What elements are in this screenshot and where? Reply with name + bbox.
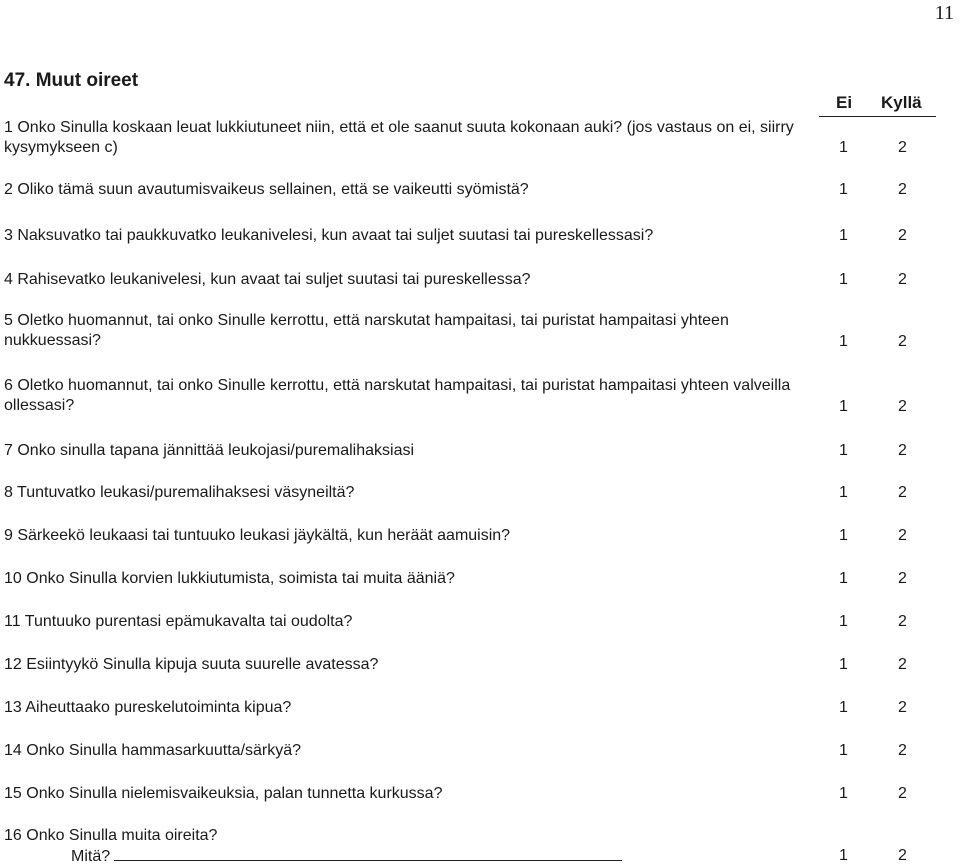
question-2: 2 Oliko tämä suun avautumisvaikeus sellainen, että se vaikeutti syömistä? xyxy=(4,181,529,198)
answer-4-ei[interactable]: 1 xyxy=(839,271,848,288)
answer-16-ei[interactable]: 1 xyxy=(839,847,848,864)
answer-10-kylla[interactable]: 2 xyxy=(898,570,907,587)
answer-11-ei[interactable]: 1 xyxy=(839,613,848,630)
question-14: 14 Onko Sinulla hammasarkuutta/särkyä? xyxy=(4,742,302,759)
question-4: 4 Rahisevatko leukanivelesi, kun avaat tai suljet suutasi tai pureskellessa? xyxy=(4,271,531,288)
answer-11-kylla[interactable]: 2 xyxy=(898,613,907,630)
answer-6-ei[interactable]: 1 xyxy=(839,398,848,415)
answer-12-kylla[interactable]: 2 xyxy=(898,656,907,673)
question-16-follow-up xyxy=(71,846,622,867)
answer-2-kylla[interactable]: 2 xyxy=(898,181,907,198)
answer-8-kylla[interactable]: 2 xyxy=(898,484,907,501)
answer-12-ei[interactable]: 1 xyxy=(839,656,848,673)
answer-7-kylla[interactable]: 2 xyxy=(898,442,907,459)
answer-1-kylla[interactable]: 2 xyxy=(898,139,907,156)
section-title: 47. Muut oireet xyxy=(4,70,139,91)
answer-9-kylla[interactable]: 2 xyxy=(898,527,907,544)
answer-3-ei[interactable]: 1 xyxy=(839,227,848,244)
answer-10-ei[interactable]: 1 xyxy=(839,570,848,587)
column-header-rule xyxy=(819,116,936,117)
answer-14-ei[interactable]: 1 xyxy=(839,742,848,759)
answer-6-kylla[interactable]: 2 xyxy=(898,398,907,415)
follow-up-label: Mitä? xyxy=(71,848,111,865)
question-9: 9 Särkeekö leukaasi tai tuntuuko leukasi jäykältä, kun heräät aamuisin? xyxy=(4,527,511,544)
question-11: 11 Tuntuuko purentasi epämukavalta tai oudolta? xyxy=(4,613,353,630)
question-5: 5 Oletko huomannut, tai onko Sinulle kerrottu, että narskutat hampaitasi, tai puristat hampaitasi yhteen nukkuessasi? xyxy=(4,312,729,349)
answer-5-kylla[interactable]: 2 xyxy=(898,333,907,350)
question-13: 13 Aiheuttaako pureskelutoiminta kipua? xyxy=(4,699,292,716)
answer-9-ei[interactable]: 1 xyxy=(839,527,848,544)
column-header-ei: Ei xyxy=(836,93,853,112)
answer-13-kylla[interactable]: 2 xyxy=(898,699,907,716)
answer-16-kylla[interactable]: 2 xyxy=(898,847,907,864)
answer-3-kylla[interactable]: 2 xyxy=(898,227,907,244)
answer-15-kylla[interactable]: 2 xyxy=(898,785,907,802)
column-header-kylla: Kyllä xyxy=(881,93,922,112)
answer-15-ei[interactable]: 1 xyxy=(839,785,848,802)
answer-5-ei[interactable]: 1 xyxy=(839,333,848,350)
answer-4-kylla[interactable]: 2 xyxy=(898,271,907,288)
answer-13-ei[interactable]: 1 xyxy=(839,699,848,716)
question-15: 15 Onko Sinulla nielemisvaikeuksia, palan tunnetta kurkussa? xyxy=(4,785,443,802)
question-1: 1 Onko Sinulla koskaan leuat lukkiutuneet niin, että et ole saanut suuta kokonaan auki? (jos vastaus on ei, siirry kysymykseen c) xyxy=(4,119,794,156)
answer-14-kylla[interactable]: 2 xyxy=(898,742,907,759)
question-3: 3 Naksuvatko tai paukkuvatko leukanivelesi, kun avaat tai suljet suutasi tai pureskellessasi? xyxy=(4,227,654,244)
question-10: 10 Onko Sinulla korvien lukkiutumista, soimista tai muita ääniä? xyxy=(4,570,455,587)
question-16: 16 Onko Sinulla muita oireita? xyxy=(4,827,218,844)
follow-up-answer-line[interactable] xyxy=(114,846,622,861)
answer-7-ei[interactable]: 1 xyxy=(839,442,848,459)
answer-8-ei[interactable]: 1 xyxy=(839,484,848,501)
question-6: 6 Oletko huomannut, tai onko Sinulle kerrottu, että narskutat hampaitasi, tai puristat hampaitasi yhteen valveilla ollessasi? xyxy=(4,377,791,414)
answer-1-ei[interactable]: 1 xyxy=(839,139,848,156)
question-8: 8 Tuntuvatko leukasi/puremalihaksesi väsyneiltä? xyxy=(4,484,355,501)
question-7: 7 Onko sinulla tapana jännittää leukojasi/puremalihaksiasi xyxy=(4,442,415,459)
question-12: 12 Esiintyykö Sinulla kipuja suuta suurelle avatessa? xyxy=(4,656,379,673)
answer-2-ei[interactable]: 1 xyxy=(839,181,848,198)
page-number: 11 xyxy=(934,2,954,24)
